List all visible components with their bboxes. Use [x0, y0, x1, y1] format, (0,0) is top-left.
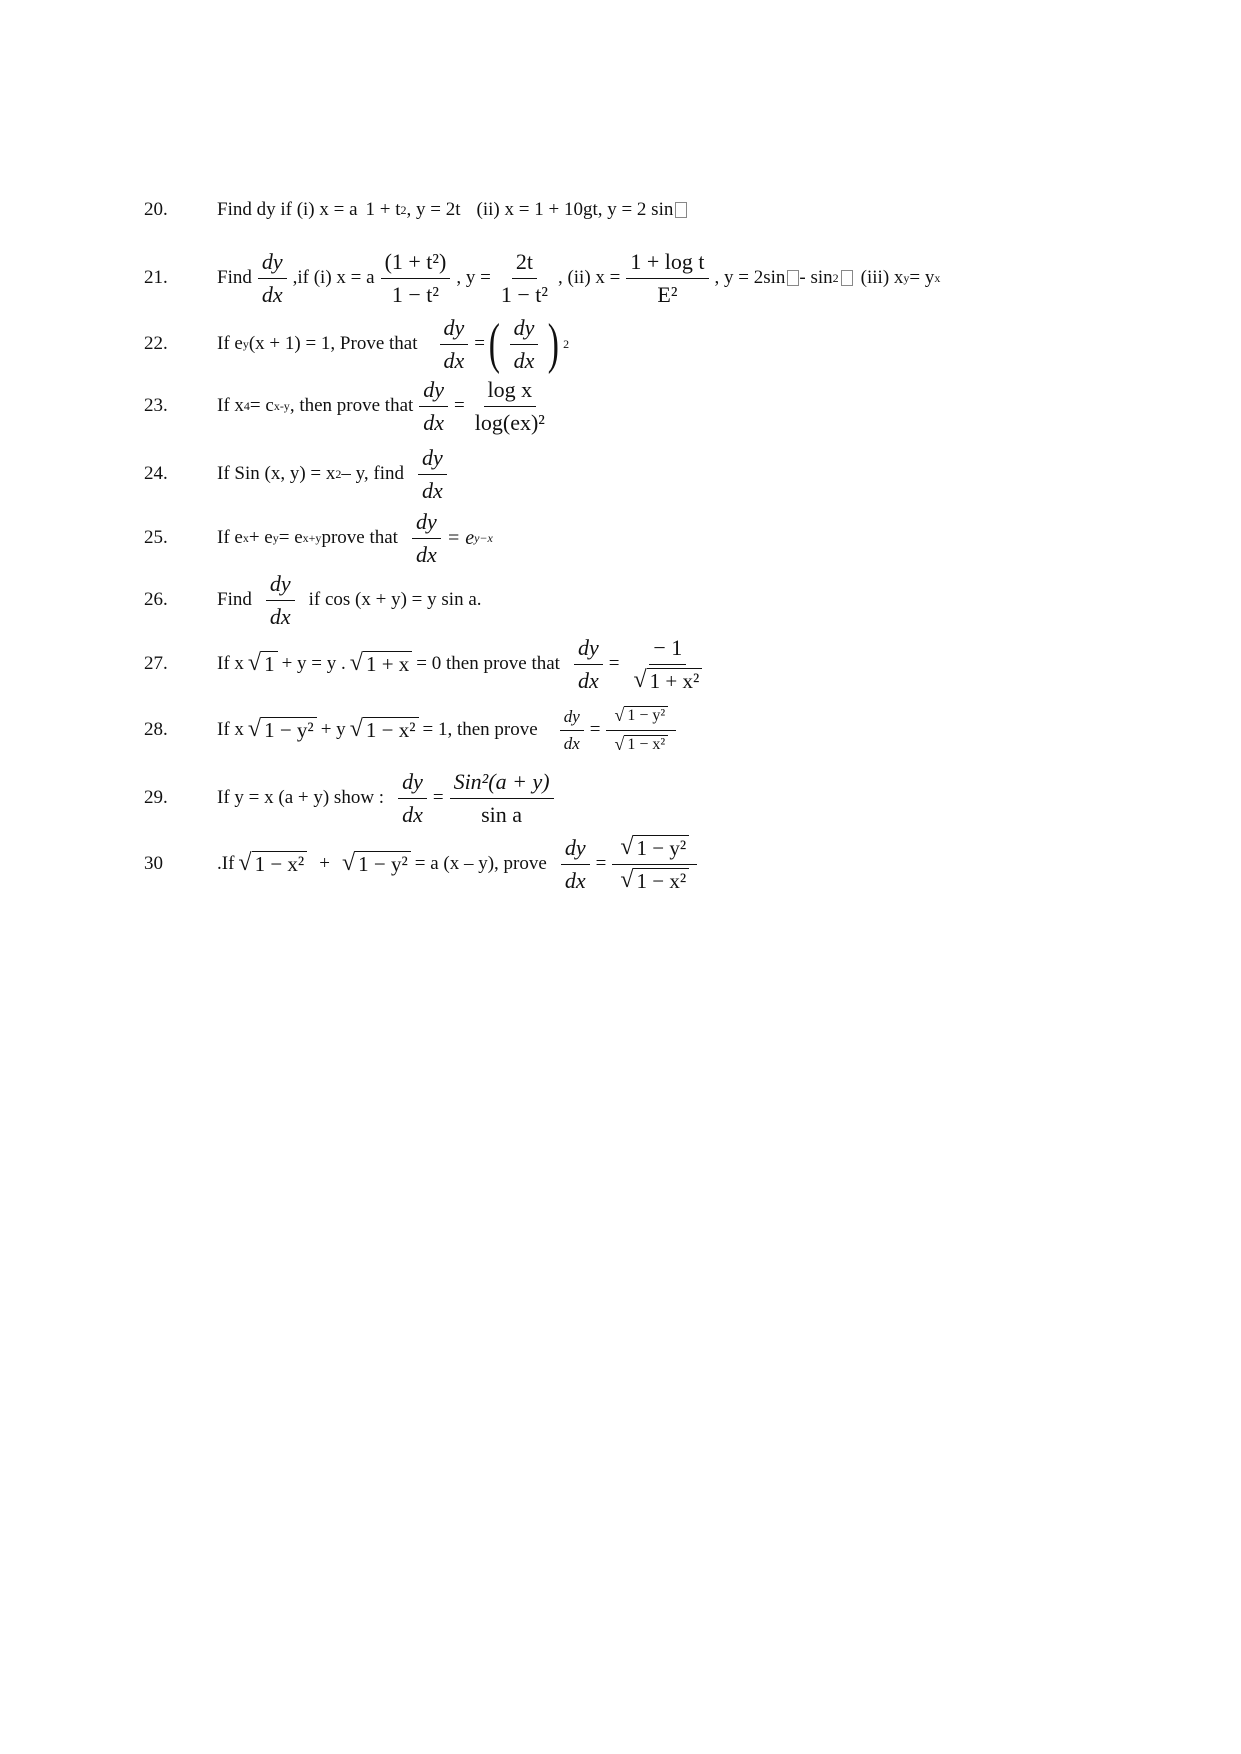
question-number: 24.: [144, 463, 168, 484]
question-text: If y = x (a + y) show : $\frac{dy}{dx}$ = $\frac{\text{Sin²(a + y)}}{\text{sin a}}$: [217, 769, 560, 828]
question-row: [0, 196, 1241, 224]
square-root: √ 1 − y²: [620, 835, 689, 861]
missing-glyph-icon: [787, 270, 799, 286]
fraction: $\frac{\text{Sin²(a + y)}}{\text{sin a}}$: [450, 769, 554, 828]
square-root: √ 1 − y²: [248, 717, 317, 743]
square-root: √ 1 − x²: [620, 868, 689, 894]
question-number: 27.: [144, 653, 168, 674]
question-text: If x 4 = c x-y , then prove that $\frac{dy}{dx}$ = $\frac{\text{log x}}{\text{log(ex)²}}$: [217, 377, 555, 436]
question-number: 29.: [144, 787, 168, 808]
question-text: If Sin (x, y) = x 2 – y, find $\frac{dy}{dx}$: [217, 445, 453, 504]
missing-glyph-icon: [841, 270, 853, 286]
question-text: If e y (x + 1) = 1, Prove that $\frac{dy}{dx}$ = ( $\frac{dy}{dx}$ ) 2: [217, 313, 570, 375]
question-number: 21.: [144, 267, 168, 288]
derivative-fraction: $\frac{dy}{dx}$: [412, 509, 441, 568]
fraction: $\frac{\text{1 + log t}}{\text{E²}}$: [626, 249, 708, 308]
question-row: [0, 446, 1241, 502]
square-root: √ 1 + x: [350, 651, 413, 677]
question-number: 28.: [144, 719, 168, 740]
question-number: 20.: [144, 199, 168, 220]
question-text: Find dy if (i) x = a 1 + t 2 , y = 2t (ii) x = 1 + 10gt, y = 2 sin: [217, 199, 687, 221]
square-root: √ 1 + x²: [633, 668, 702, 694]
square-root: √ 1 − x²: [238, 851, 307, 877]
question-row: [0, 834, 1241, 894]
derivative-fraction: $\frac{dy}{dx}$: [419, 377, 448, 436]
fraction: $\frac{\text{(1 + t²)}}{\text{1 − t²}}$: [381, 249, 451, 308]
fraction: − 1 √ 1 + x²: [625, 635, 710, 694]
derivative-fraction: $\frac{dy}{dx}$: [560, 707, 584, 754]
derivative-fraction: $\frac{dy}{dx}$: [418, 445, 447, 504]
question-text: If x √ 1 − y² + y √ 1 − x² = 1, then prove $\frac{dy}{dx}$ = √ 1 − y² √ 1 − x²: [217, 705, 682, 756]
fraction: $\frac{\text{log x}}{\text{log(ex)²}}$: [474, 376, 545, 435]
fraction: [606, 705, 676, 756]
square-root: √ 1 − y²: [614, 706, 668, 725]
question-number: 25.: [144, 527, 168, 548]
question-number: 22.: [144, 333, 168, 354]
derivative-fraction: $\frac{dy}{dx}$: [266, 571, 295, 630]
square-root: √ 1 − y²: [342, 851, 411, 877]
question-number: 26.: [144, 589, 168, 610]
question-number: 23.: [144, 395, 168, 416]
derivative-fraction: $\frac{dy}{dx}$: [440, 315, 469, 374]
question-text: Find $\frac{dy}{dx}$ ,if (i) x = a $\frac{\text{(1 + t²)}}{\text{1 − t²}}$ , y = $\frac{2t}{\text{1 − t²}}$ , (ii) x = $\frac{\text{1 + log t}}{\text{E²}}$ , y = 2sin - sin 2 (iii) x y = y x: [217, 248, 941, 307]
derivative-fraction: $\frac{dy}{dx}$: [510, 315, 539, 374]
question-text: If x √ 1 + y = y . √ 1 + x = 0 then prove that $\frac{dy}{dx}$ = − 1 √ 1 + x²: [217, 635, 716, 694]
square-root: √ 1 − x²: [350, 717, 419, 743]
question-text: Find $\frac{dy}{dx}$ if cos (x + y) = y sin a.: [217, 570, 482, 629]
question-row: [0, 510, 1241, 566]
question-text: .If √ 1 − x² + √ 1 − y² = a (x – y), prove $\frac{dy}{dx}$ = √ 1 − y² √ 1 − x²: [217, 835, 703, 894]
question-text: If e x + e y = e x+y prove that $\frac{dy}{dx}$ = e y−x: [217, 508, 493, 567]
question-row: [0, 702, 1241, 758]
question-row: [0, 572, 1241, 628]
question-row: [0, 250, 1241, 306]
question-row: [0, 768, 1241, 828]
derivative-fraction: $\frac{dy}{dx}$: [574, 635, 603, 694]
fraction: [612, 835, 697, 894]
fraction: $\frac{2t}{\text{1 − t²}}$: [500, 248, 548, 307]
missing-glyph-icon: [675, 202, 687, 218]
derivative-fraction: $\frac{dy}{dx}$: [561, 835, 590, 894]
question-row: [0, 313, 1241, 375]
question-row: [0, 378, 1241, 434]
question-number: 30: [144, 853, 163, 874]
derivative-fraction: $\frac{dy}{dx}$: [398, 769, 427, 828]
square-root: √ 1 − x²: [614, 735, 668, 754]
derivative-fraction: $\frac{dy}{dx}$: [258, 249, 287, 308]
question-row: [0, 636, 1241, 692]
square-root: √ 1: [248, 651, 278, 677]
